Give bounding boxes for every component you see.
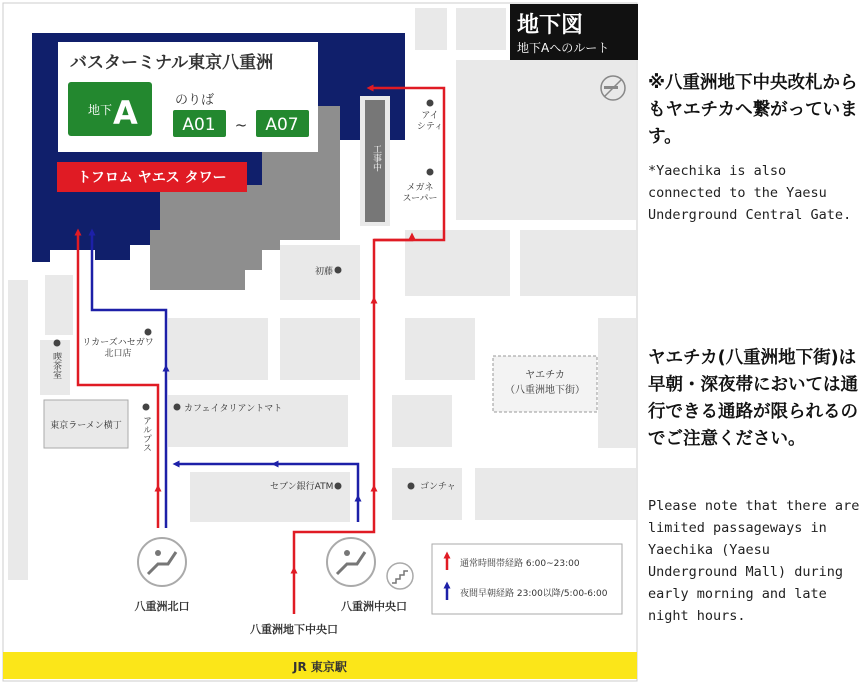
legend-box [432,544,622,614]
cafe-marker [174,404,181,411]
hasegawa-marker [145,329,152,336]
hatsune-marker [335,267,342,274]
connection-note-en: *Yaechika is also connected to the Yaesu Underground Central Gate. [648,163,852,223]
eye-city-label: アイシティ [416,111,444,132]
underground-central-exit-label: 八重洲地下中央口 [250,623,338,636]
platform-to: A07 [265,115,299,135]
gongcha-label: ゴンチャ [420,482,456,492]
central-exit-icon [327,538,375,586]
hatsune-label: 初藤 [315,267,334,277]
limited-passage-note-en: Please note that there are limited passageways in Yaechika (Yaesu Underground Mall) during early morning and late night hours. [648,498,860,624]
north-exit-icon [138,538,186,586]
hasegawa-label: リカーズハセガワ北口店 [82,338,154,359]
tower-label: トフロム ヤエス タワー [77,170,227,186]
connection-note-jp: ※八重洲地下中央改札からもヤエチカへ繋がっています。 [648,73,858,147]
floor-letter: A [113,94,138,132]
jr-station-label: JR 東京駅 [293,660,347,674]
construction-label: 工事中 [371,144,381,172]
seven-atm-marker [335,483,342,490]
map-title: 地下図 [517,13,584,38]
yaechika-label: ヤエチカ（八重洲地下街） [505,370,585,396]
kissa-marker [54,340,61,347]
alps-marker [143,404,150,411]
mega-super-marker [427,169,434,176]
kissa-label: 喫茶室 [51,352,61,379]
north-exit-label: 八重洲北口 [134,600,190,613]
stairs-icon [387,563,413,589]
limited-passage-note-jp: ヤエチカ(八重洲地下街)は早朝・深夜帯においては通行できる通路が限られるのでご注意ください。 [648,348,858,449]
gongcha-marker [408,483,415,490]
seven-atm-label: セブン銀行ATM [270,482,334,492]
central-exit-label: 八重洲中央口 [341,600,407,613]
legend-night-label: 夜間早朝経路 23:00以降/5:00-6:00 [460,589,608,599]
platform-sep: ~ [234,116,248,134]
platform-from: A01 [182,115,216,135]
terminal-name: バスターミナル東京八重洲 [70,53,274,73]
ramen-label: 東京ラーメン横丁 [50,421,122,431]
yaechika-box [493,356,597,412]
legend-normal-label: 通常時間帯経路 6:00~23:00 [460,559,580,569]
floor-label: 地下 [88,103,113,117]
platform-label: のりば [175,93,215,108]
map-subtitle: 地下Aへのルート [517,41,610,55]
alps-label: アルプス [141,416,151,452]
cafe-label: カフェイタリアントマト [184,404,283,414]
eye-city-marker [427,100,434,107]
mega-super-label: メガネスーパー [402,183,438,204]
